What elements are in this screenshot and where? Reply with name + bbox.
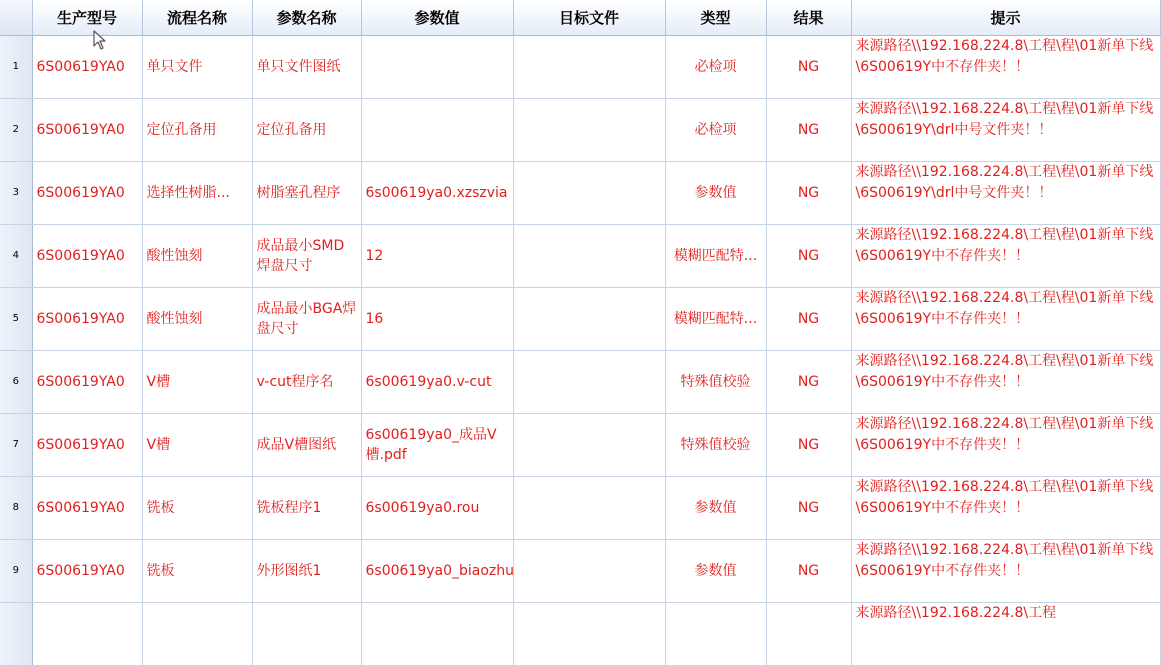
column-header-param-value[interactable]: 参数值 <box>361 0 513 36</box>
cell-param-value[interactable]: 6s00619ya0.xzszvia <box>361 162 513 225</box>
cell-param-value[interactable]: 16 <box>361 288 513 351</box>
cell-target-file[interactable] <box>513 351 665 414</box>
cell-param-value[interactable]: 12 <box>361 225 513 288</box>
cell-result[interactable]: NG <box>766 225 851 288</box>
hint-text: 来源路径\\192.168.224.8\工程\程\01新单下线\6S00619Y\drl中号文件夹！！ <box>855 164 1154 201</box>
column-header-model[interactable]: 生产型号 <box>32 0 142 36</box>
table-row[interactable] <box>0 603 1160 666</box>
cell-target-file[interactable] <box>513 99 665 162</box>
cell-type[interactable] <box>665 603 766 666</box>
cell-flow[interactable]: V槽 <box>142 351 252 414</box>
cell-flow[interactable]: 选择性树脂... <box>142 162 252 225</box>
cell-model[interactable]: 6S00619YA0 <box>32 540 142 603</box>
cell-param-name[interactable]: 成品最小SMD焊盘尺寸 <box>252 225 361 288</box>
cell-param-name[interactable]: 外形图纸1 <box>252 540 361 603</box>
cell-model[interactable]: 6S00619YA0 <box>32 288 142 351</box>
table-row[interactable] <box>0 99 1160 162</box>
row-number[interactable]: 3 <box>0 162 32 225</box>
cell-result[interactable] <box>766 603 851 666</box>
cell-param-name[interactable]: 成品V槽图纸 <box>252 414 361 477</box>
column-header-target-file[interactable]: 目标文件 <box>513 0 665 36</box>
cell-hint[interactable] <box>851 540 1160 603</box>
cell-hint[interactable] <box>851 36 1160 99</box>
row-number[interactable]: 7 <box>0 414 32 477</box>
hint-text: 来源路径\\192.168.224.8\工程\程\01新单下线\6S00619Y中不存件夹！！ <box>855 290 1154 327</box>
cell-param-value[interactable] <box>361 603 513 666</box>
table-row[interactable] <box>0 162 1160 225</box>
cell-result[interactable]: NG <box>766 99 851 162</box>
cell-model[interactable]: 6S00619YA0 <box>32 225 142 288</box>
column-header-result[interactable]: 结果 <box>766 0 851 36</box>
cell-hint[interactable] <box>851 477 1160 540</box>
cell-param-value[interactable]: 6s00619ya0_成品V槽.pdf <box>361 414 513 477</box>
header-row <box>0 0 1160 36</box>
row-number[interactable]: 8 <box>0 477 32 540</box>
cell-flow[interactable] <box>142 603 252 666</box>
cell-model[interactable]: 6S00619YA0 <box>32 99 142 162</box>
cell-type[interactable]: 模糊匹配特... <box>665 225 766 288</box>
cell-param-value[interactable]: 6s00619ya0.v-cut <box>361 351 513 414</box>
cell-type[interactable]: 参数值 <box>665 162 766 225</box>
cell-type[interactable]: 参数值 <box>665 540 766 603</box>
cell-flow[interactable]: 定位孔备用 <box>142 99 252 162</box>
cell-hint[interactable] <box>851 414 1160 477</box>
cell-result[interactable]: NG <box>766 36 851 99</box>
cell-flow[interactable]: 铣板 <box>142 477 252 540</box>
cell-flow[interactable]: 酸性蚀刻 <box>142 288 252 351</box>
cell-type[interactable]: 特殊值校验 <box>665 351 766 414</box>
cell-flow[interactable]: 酸性蚀刻 <box>142 225 252 288</box>
cell-target-file[interactable] <box>513 414 665 477</box>
cell-target-file[interactable] <box>513 162 665 225</box>
cell-result[interactable]: NG <box>766 351 851 414</box>
cell-type[interactable]: 必检项 <box>665 99 766 162</box>
cell-target-file[interactable] <box>513 288 665 351</box>
row-header-corner[interactable] <box>0 0 32 36</box>
column-header-hint[interactable]: 提示 <box>851 0 1160 36</box>
cell-model[interactable]: 6S00619YA0 <box>32 351 142 414</box>
hint-text: 来源路径\\192.168.224.8\工程 <box>855 605 1057 621</box>
row-number[interactable]: 2 <box>0 99 32 162</box>
cell-result[interactable]: NG <box>766 162 851 225</box>
hint-text: 来源路径\\192.168.224.8\工程\程\01新单下线\6S00619Y中不存件夹！！ <box>855 353 1154 390</box>
cell-result[interactable]: NG <box>766 414 851 477</box>
hint-text: 来源路径\\192.168.224.8\工程\程\01新单下线\6S00619Y\drl中号文件夹！！ <box>855 101 1154 138</box>
cell-result[interactable]: NG <box>766 288 851 351</box>
cell-model[interactable]: 6S00619YA0 <box>32 477 142 540</box>
cell-hint[interactable] <box>851 225 1160 288</box>
cell-model[interactable]: 6S00619YA0 <box>32 414 142 477</box>
table-row[interactable] <box>0 477 1160 540</box>
hint-text: 来源路径\\192.168.224.8\工程\程\01新单下线\6S00619Y中不存件夹！！ <box>855 479 1154 516</box>
cell-hint[interactable] <box>851 603 1160 666</box>
cell-flow[interactable]: V槽 <box>142 414 252 477</box>
table-row[interactable] <box>0 414 1160 477</box>
table-row[interactable] <box>0 225 1160 288</box>
hint-text: 来源路径\\192.168.224.8\工程\程\01新单下线\6S00619Y中不存件夹！！ <box>855 38 1154 75</box>
cell-result[interactable]: NG <box>766 540 851 603</box>
cell-flow[interactable]: 铣板 <box>142 540 252 603</box>
cell-param-name[interactable]: 单只文件图纸 <box>252 36 361 99</box>
table-row[interactable] <box>0 351 1160 414</box>
cell-target-file[interactable] <box>513 477 665 540</box>
cell-param-name[interactable]: 树脂塞孔程序 <box>252 162 361 225</box>
cell-target-file[interactable] <box>513 603 665 666</box>
cell-hint[interactable] <box>851 351 1160 414</box>
row-number[interactable] <box>0 603 32 666</box>
hint-text: 来源路径\\192.168.224.8\工程\程\01新单下线\6S00619Y中不存件夹！！ <box>855 542 1154 579</box>
cell-target-file[interactable] <box>513 36 665 99</box>
cell-param-value[interactable]: 6s00619ya0_biaozhu <box>361 540 513 603</box>
cell-param-name[interactable] <box>252 603 361 666</box>
cell-param-value[interactable] <box>361 36 513 99</box>
table-row[interactable] <box>0 540 1160 603</box>
cell-hint[interactable] <box>851 162 1160 225</box>
cell-hint[interactable] <box>851 99 1160 162</box>
table-row[interactable] <box>0 36 1160 99</box>
cell-model[interactable]: 6S00619YA0 <box>32 36 142 99</box>
row-number[interactable]: 5 <box>0 288 32 351</box>
column-header-type[interactable]: 类型 <box>665 0 766 36</box>
row-number[interactable]: 6 <box>0 351 32 414</box>
cell-model[interactable] <box>32 603 142 666</box>
cell-type[interactable]: 模糊匹配特... <box>665 288 766 351</box>
column-header-param-name[interactable]: 参数名称 <box>252 0 361 36</box>
cell-param-value[interactable]: 6s00619ya0.rou <box>361 477 513 540</box>
row-number[interactable]: 4 <box>0 225 32 288</box>
table-row[interactable] <box>0 288 1160 351</box>
cell-param-name[interactable]: 定位孔备用 <box>252 99 361 162</box>
column-header-flow[interactable]: 流程名称 <box>142 0 252 36</box>
row-number[interactable]: 1 <box>0 36 32 99</box>
cell-target-file[interactable] <box>513 225 665 288</box>
cell-type[interactable]: 特殊值校验 <box>665 414 766 477</box>
cell-param-name[interactable]: v-cut程序名 <box>252 351 361 414</box>
cell-param-value[interactable] <box>361 99 513 162</box>
cell-type[interactable]: 参数值 <box>665 477 766 540</box>
cell-param-name[interactable]: 成品最小BGA焊盘尺寸 <box>252 288 361 351</box>
cell-model[interactable]: 6S00619YA0 <box>32 162 142 225</box>
hint-text: 来源路径\\192.168.224.8\工程\程\01新单下线\6S00619Y中不存件夹！！ <box>855 227 1154 264</box>
cell-param-name[interactable]: 铣板程序1 <box>252 477 361 540</box>
cell-result[interactable]: NG <box>766 477 851 540</box>
cell-target-file[interactable] <box>513 540 665 603</box>
cell-hint[interactable] <box>851 288 1160 351</box>
hint-text: 来源路径\\192.168.224.8\工程\程\01新单下线\6S00619Y中不存件夹！！ <box>855 416 1154 453</box>
row-number[interactable]: 9 <box>0 540 32 603</box>
cell-flow[interactable]: 单只文件 <box>142 36 252 99</box>
cell-type[interactable]: 必检项 <box>665 36 766 99</box>
